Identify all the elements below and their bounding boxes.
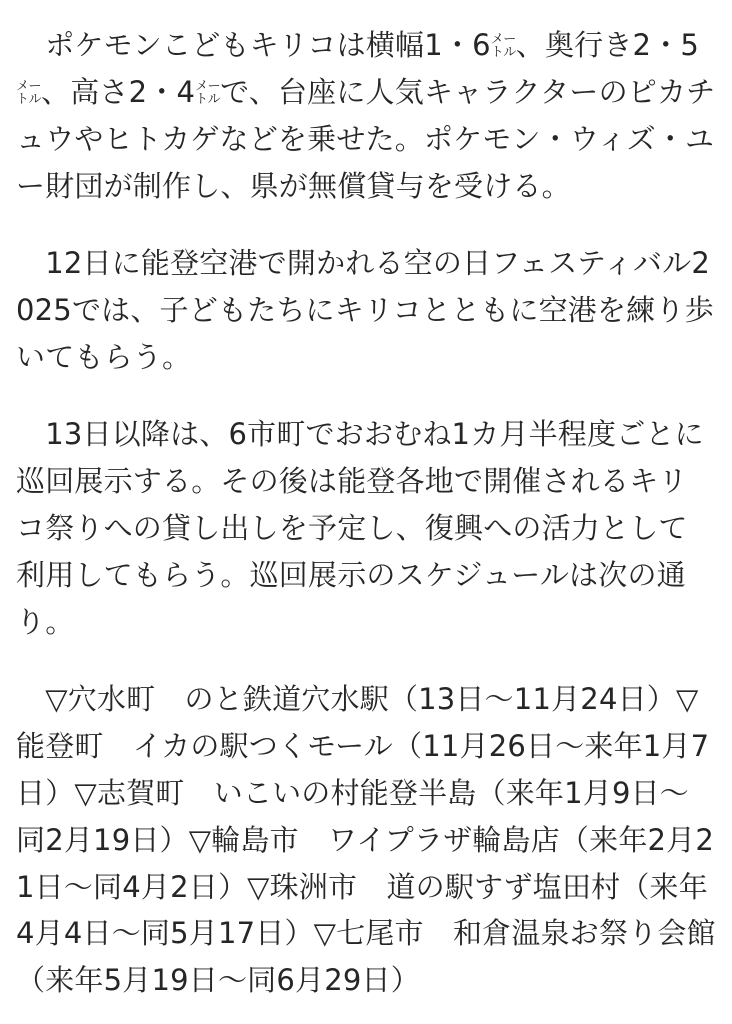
text-run: ポケモンこどもキリコは横幅1・6 xyxy=(16,28,491,62)
text-run: ▽穴水町 のと鉄道穴水駅（13日〜11月24日）▽能登町 イカの駅つくモール（11月26日〜来年1月7日）▽志賀町 いこいの村能登半島（来年1月9日〜同2月19日）▽輪島市 ワイプラザ輪島店（来年2月21日〜同4月2日）▽珠洲市 道の駅すず塩田村（来年4月4日〜同5月17日）▽七尾市 和倉温泉お祭り会館（来年5月19日〜同6月29日） xyxy=(16,681,716,998)
paragraph-list xyxy=(16,22,716,1004)
paragraph-p2 xyxy=(16,240,716,381)
paragraph-p4 xyxy=(16,676,716,1005)
text-run: 13日以降は、6市町でおおむね1カ月半程度ごとに巡回展示する。その後は能登各地で開催されるキリコ祭りへの貸し出しを予定し、復興への活力として利用してもらう。巡回展示のスケジュールは次の通り。 xyxy=(16,416,704,639)
text-run: で、台座に人気キャラクターのピカチュウやヒトカゲなどを乗せた。ポケモン・ウィズ・ユー財団が制作し、県が無償貸与を受ける。 xyxy=(16,74,716,203)
meter-unit-glyph: メー トル xyxy=(490,31,516,61)
paragraph-p1 xyxy=(16,22,716,210)
text-run: 、奥行き2・5 xyxy=(515,28,700,62)
paragraph-p3 xyxy=(16,411,716,646)
meter-unit-glyph: メー トル xyxy=(16,78,42,108)
text-run: 、高さ2・4 xyxy=(41,74,196,109)
text-run: 12日に能登空港で開かれる空の日フェスティバル2025では、子どもたちにキリコとともに空港を練り歩いてもらう。 xyxy=(16,245,714,374)
meter-unit-glyph: メー トル xyxy=(195,78,221,108)
